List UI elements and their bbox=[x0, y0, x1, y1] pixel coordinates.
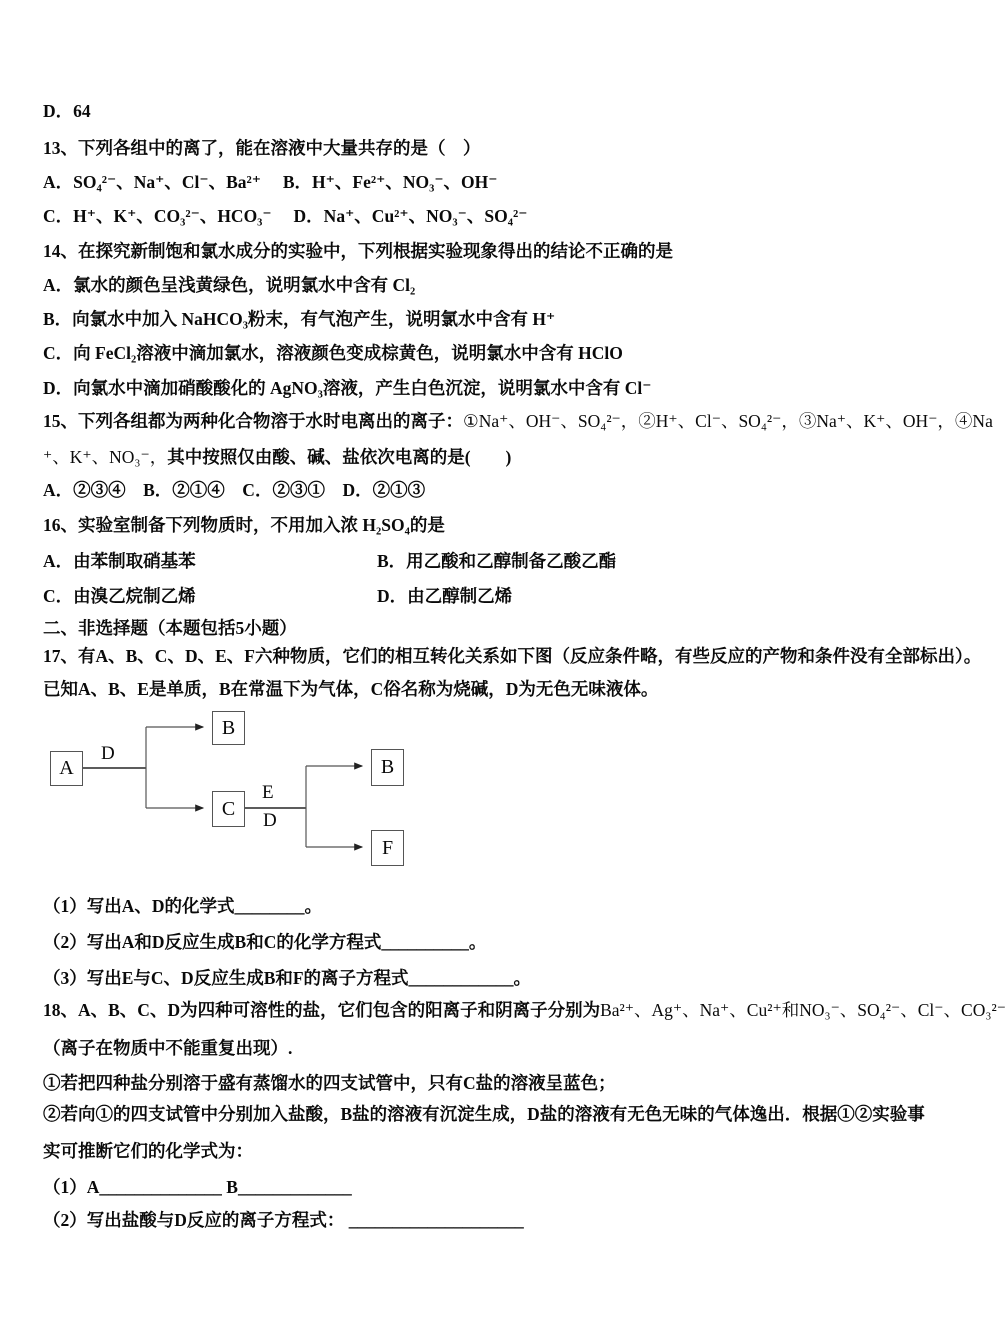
q16-option-c: C．由溴乙烷制乙烯 bbox=[43, 586, 196, 606]
q18-stem-ions: Ba²⁺、Ag⁺、Na⁺、Cu²⁺和NO₃⁻、SO₄²⁻、Cl⁻、CO₃²⁻ bbox=[600, 1000, 1006, 1020]
section2-header: 二、非选择题（本题包括5小题） bbox=[43, 618, 297, 638]
q17-stem-line1: 17、有A、B、C、D、E、F六种物质，它们的相互转化关系如下图（反应条件略，有些反应的产物和条件没有全部标出）。 bbox=[43, 646, 982, 666]
q18-clue2-line1: ②若向①的四支试管中分别加入盐酸，B盐的溶液有沉淀生成，D盐的溶液有无色无味的气体逸出．根据①②实验事 bbox=[43, 1104, 925, 1124]
diagram-edge-label-e: E bbox=[262, 782, 274, 803]
diagram-node-f: F bbox=[371, 830, 404, 866]
q16-option-b: B．用乙酸和乙醇制备乙酸乙酯 bbox=[377, 551, 617, 571]
q16-option-a: A．由苯制取硝基苯 bbox=[43, 551, 196, 571]
q18-clue2-line2: 实可推断它们的化学式为： bbox=[43, 1141, 253, 1161]
q16-options-row1 bbox=[43, 550, 617, 572]
q14-stem: 14、在探究新制饱和氯水成分的实验中，下列根据实验现象得出的结论不正确的是 bbox=[43, 241, 673, 261]
q14-option-c: C．向 FeCl₂溶液中滴加氯水，溶液颜色变成棕黄色，说明氯水中含有 HClO bbox=[43, 343, 623, 363]
q18-sub1-blank-a: （1）A______________ bbox=[43, 1177, 227, 1197]
q18-stem-cn: 18、A、B、C、D为四种可溶性的盐，它们包含的阳离子和阴离子分别为 bbox=[43, 1000, 601, 1020]
q18-stem-line1 bbox=[43, 999, 1006, 1021]
q17-diagram bbox=[0, 703, 470, 878]
q18-sub1 bbox=[43, 1176, 352, 1198]
q15-stem-cn-cont: 其中按照仅由酸、碱、盐依次电离的是( ) bbox=[167, 447, 512, 467]
q14-option-d: D．向氯水中滴加硝酸酸化的 AgNO₃溶液，产生白色沉淀，说明氯水中含有 Cl⁻ bbox=[43, 378, 652, 398]
q15-stem-line2 bbox=[43, 446, 511, 468]
diagram-node-b-top: B bbox=[212, 711, 245, 745]
q13-options-cd: C．H⁺、K⁺、CO₃²⁻、HCO₃⁻ D．Na⁺、Cu²⁺、NO₃⁻、SO₄²⁻ bbox=[43, 206, 528, 226]
q16-options-row2 bbox=[43, 585, 513, 607]
q13-options-ab: A．SO₄²⁻、Na⁺、Cl⁻、Ba²⁺ B．H⁺、Fe²⁺、NO₃⁻、OH⁻ bbox=[43, 172, 498, 192]
q16-stem: 16、实验室制备下列物质时，不用加入浓 H₂SO₄的是 bbox=[43, 515, 445, 535]
q18-sub1-blank-b: B_____________ bbox=[226, 1177, 352, 1197]
q17-stem-line2: 已知A、B、E是单质，B在常温下为气体，C俗名称为烧碱，D为无色无味液体。 bbox=[43, 679, 659, 699]
q14-option-b: B．向氯水中加入 NaHCO₃粉末，有气泡产生，说明氯水中含有 H⁺ bbox=[43, 309, 556, 329]
q16-option-d: D．由乙醇制乙烯 bbox=[377, 586, 513, 606]
diagram-node-b-right: B bbox=[371, 749, 404, 786]
diagram-edge-label-d2: D bbox=[263, 810, 277, 831]
q17-sub2: （2）写出A和D反应生成B和C的化学方程式__________。 bbox=[43, 932, 487, 952]
q15-options: A．②③④ B．②①④ C．②③① D．②①③ bbox=[43, 480, 426, 500]
q18-clue1: ①若把四种盐分别溶于盛有蒸馏水的四支试管中，只有C盐的溶液呈蓝色； bbox=[43, 1073, 616, 1093]
diagram-edge-label-d1: D bbox=[101, 743, 115, 764]
q15-stem-cn: 15、下列各组都为两种化合物溶于水时电离出的离子： bbox=[43, 411, 463, 431]
q15-stem-ions: ①Na⁺、OH⁻、SO₄²⁻，②H⁺、Cl⁻、SO₄²⁻，③Na⁺、K⁺、OH⁻，④Na bbox=[463, 411, 993, 431]
q14-option-a: A．氯水的颜色呈浅黄绿色，说明氯水中含有 Cl₂ bbox=[43, 275, 416, 295]
q17-sub3: （3）写出E与C、D反应生成B和F的离子方程式____________。 bbox=[43, 968, 532, 988]
q15-stem-ions-cont: ⁺、K⁺、NO₃⁻， bbox=[43, 447, 168, 467]
diagram-node-a: A bbox=[50, 751, 83, 786]
q12-option-d: D．64 bbox=[43, 101, 91, 121]
q15-stem-line1 bbox=[43, 410, 993, 432]
q18-stem-line2: （离子在物质中不能重复出现）. bbox=[43, 1038, 293, 1058]
diagram-node-c: C bbox=[212, 791, 245, 827]
q18-sub2: （2）写出盐酸与D反应的离子方程式： ____________________ bbox=[43, 1210, 524, 1230]
q17-sub1: （1）写出A、D的化学式________。 bbox=[43, 896, 323, 916]
q13-stem: 13、下列各组中的离了，能在溶液中大量共存的是（ ） bbox=[43, 138, 481, 158]
